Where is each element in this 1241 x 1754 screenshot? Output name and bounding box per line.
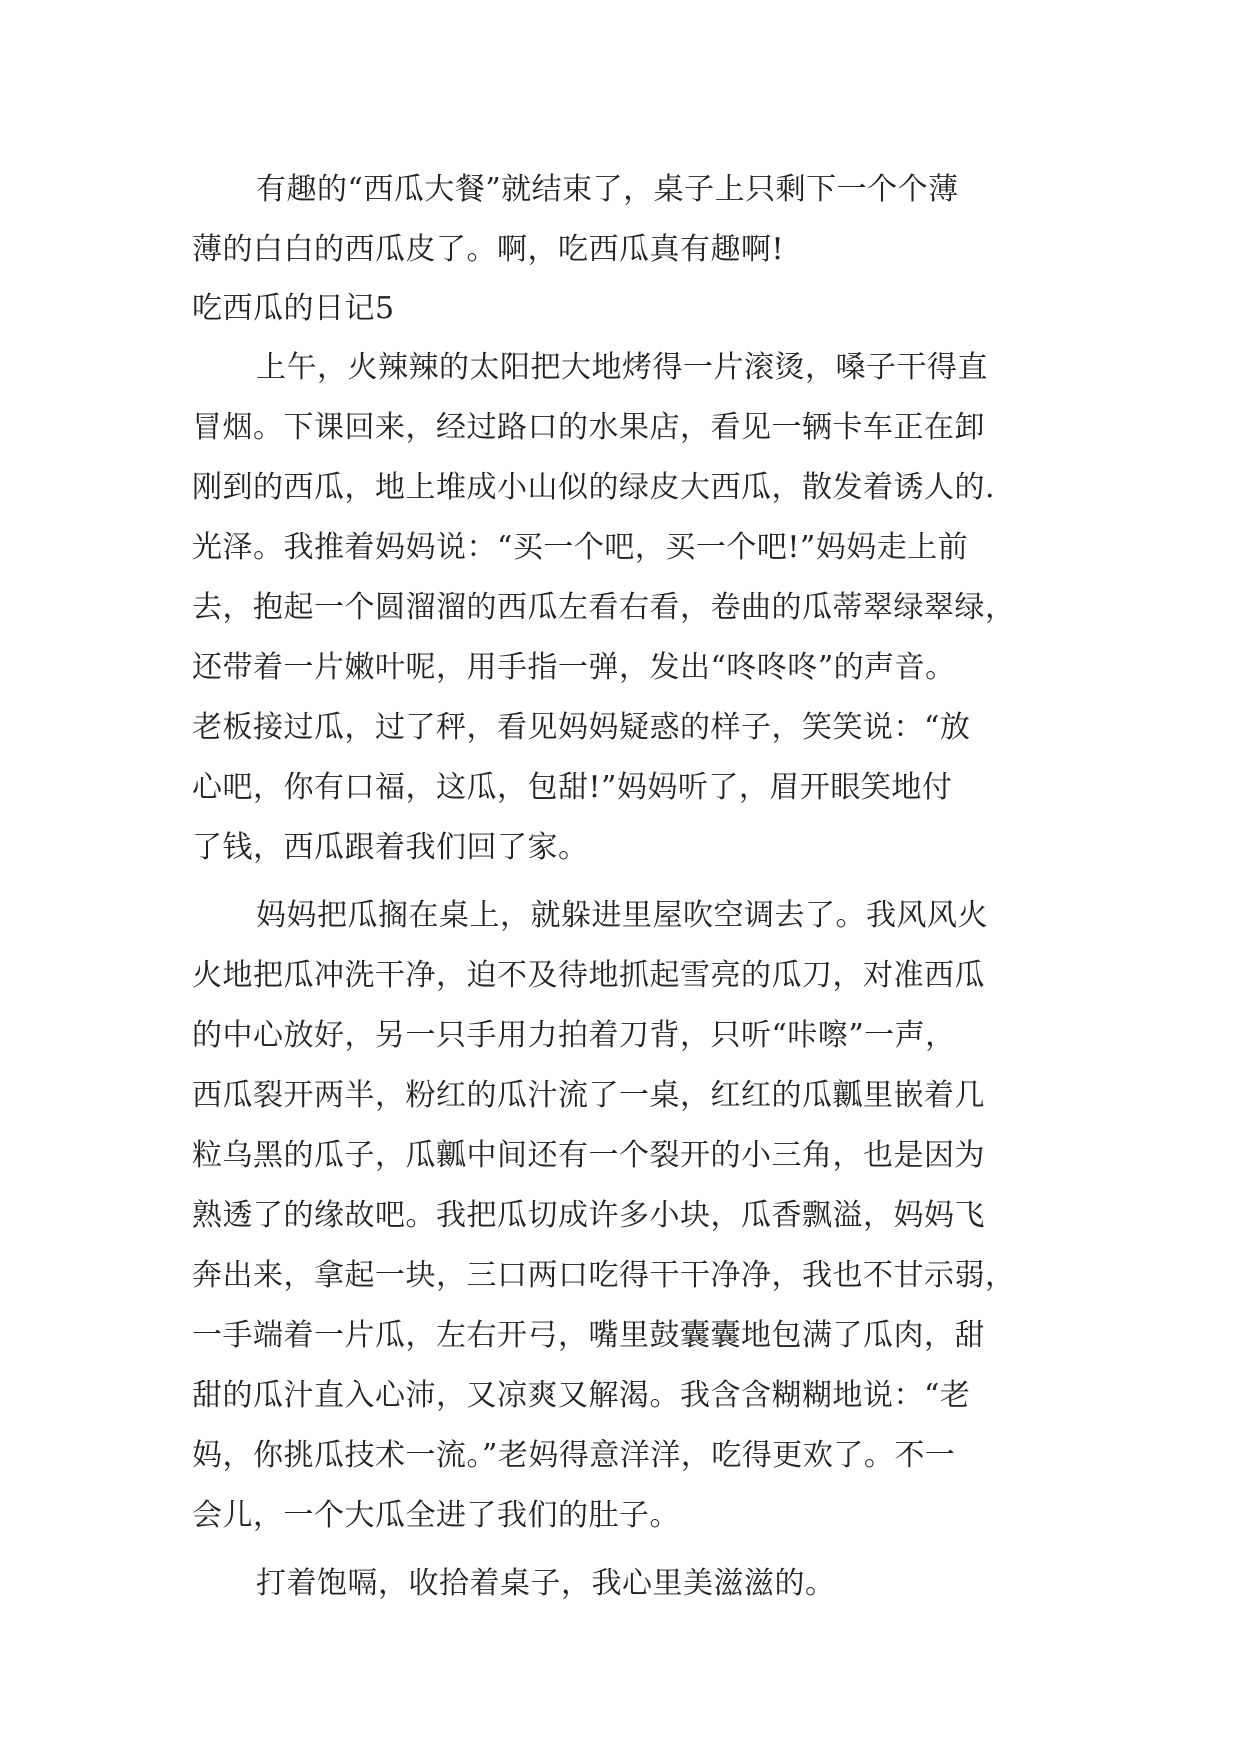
text-line: 甜的瓜汁直入心沛，又凉爽又解渴。我含含糊糊地说：“老 [192, 1378, 971, 1413]
text-line: 妈妈把瓜搁在桌上，就躲进里屋吹空调去了。我风风火 [256, 898, 988, 933]
text-line: 火地把瓜冲洗干净，迫不及待地抓起雪亮的瓜刀，对准西瓜 [192, 958, 985, 993]
text-line: 还带着一片嫩叶呢，用手指一弹，发出“咚咚咚”的声音。 [192, 650, 956, 685]
text-line: 会儿，一个大瓜全进了我们的肚子。 [192, 1498, 680, 1533]
text-line: 了钱，西瓜跟着我们回了家。 [192, 830, 589, 865]
text-line: 心吧，你有口福，这瓜，包甜!”妈妈听了，眉开眼笑地付 [192, 770, 953, 805]
paragraph-gap [192, 878, 1062, 886]
section-heading: 吃西瓜的日记5 [192, 291, 395, 326]
paragraph-gap [192, 1546, 1062, 1554]
text-line: 上午，火辣辣的太阳把大地烤得一片滚烫，嗓子干得直 [256, 350, 988, 385]
text-line: 老板接过瓜，过了秤，看见妈妈疑惑的样子，笑笑说：“放 [192, 710, 971, 745]
text-line: 熟透了的缘故吧。我把瓜切成许多小块，瓜香飘溢，妈妈飞 [192, 1198, 985, 1233]
text-line: 去，抱起一个圆溜溜的西瓜左看右看，卷曲的瓜蒂翠绿翠绿， [192, 590, 1016, 625]
paragraph-1 [192, 160, 1062, 280]
text-line: 奔出来，拿起一块，三口两口吃得干干净净，我也不甘示弱， [192, 1258, 1016, 1293]
paragraph-2 [192, 338, 1062, 878]
text-line: 西瓜裂开两半，粉红的瓜汁流了一桌，红红的瓜瓤里嵌着几 [192, 1078, 985, 1113]
text-line: 的中心放好，另一只手用力拍着刀背，只听“咔嚓”一声， [192, 1018, 956, 1053]
text-line: 一手端着一片瓜，左右开弓，嘴里鼓囊囊地包满了瓜肉，甜 [192, 1318, 985, 1353]
paragraph-3 [192, 886, 1062, 1546]
text-line: 打着饱嗝，收拾着桌子，我心里美滋滋的。 [256, 1566, 836, 1601]
paragraph-4 [192, 1554, 1062, 1614]
text-line: 妈，你挑瓜技术一流。”老妈得意洋洋，吃得更欢了。不一 [192, 1438, 956, 1473]
text-line: 光泽。我推着妈妈说：“买一个吧，买一个吧!”妈妈走上前 [192, 530, 969, 565]
text-line: 刚到的西瓜，地上堆成小山似的绿皮大西瓜，散发着诱人的. [192, 470, 996, 505]
text-line: 有趣的“西瓜大餐”就结束了，桌子上只剩下一个个薄 [256, 172, 959, 207]
text-line: 冒烟。下课回来，经过路口的水果店，看见一辆卡车正在卸 [192, 410, 985, 445]
document-body [192, 160, 1062, 1614]
text-line: 粒乌黑的瓜子，瓜瓤中间还有一个裂开的小三角，也是因为 [192, 1138, 985, 1173]
text-line: 薄的白白的西瓜皮了。啊，吃西瓜真有趣啊! [192, 232, 785, 267]
